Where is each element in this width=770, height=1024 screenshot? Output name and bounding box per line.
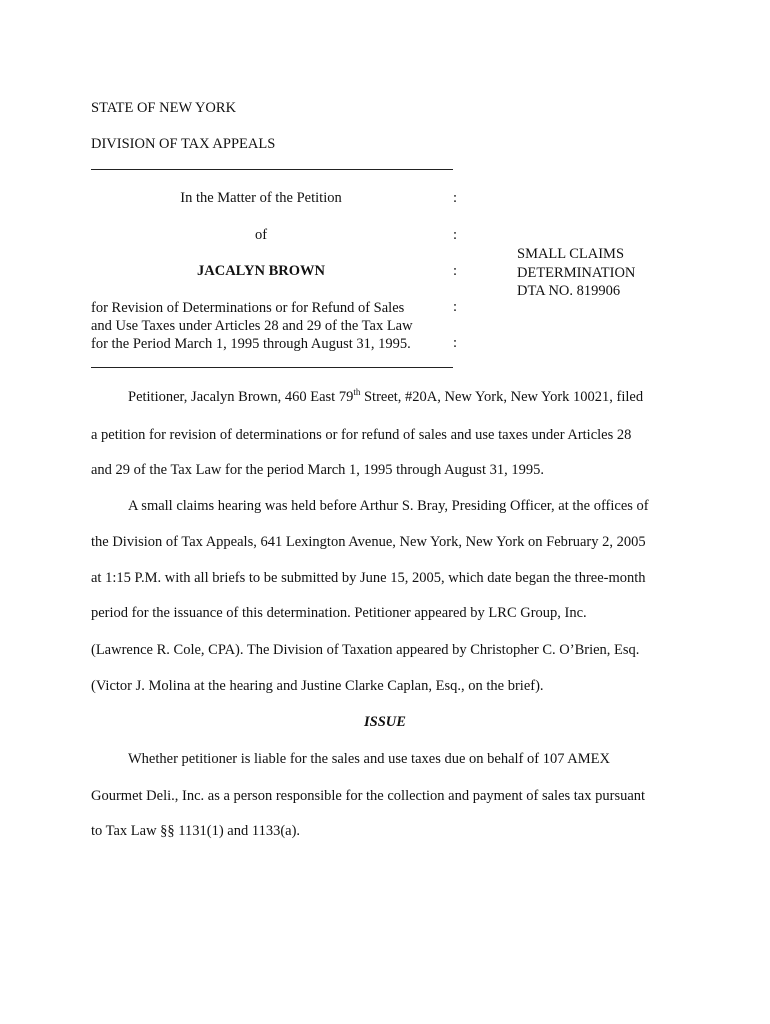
caption-colon: : [453,190,458,206]
paragraph-1-line-2: a petition for revision of determinations or for refund of sales and use taxes under Articles 28 [91,427,632,443]
issue-heading [0,714,770,731]
division-heading: DIVISION OF TAX APPEALS [91,136,276,152]
paragraph-2-line-6: (Victor J. Molina at the hearing and Justine Clarke Caplan, Esq., on the brief). [91,678,544,694]
caption-top-rule [91,169,453,170]
issue-heading-text: ISSUE [364,714,406,730]
determination-number: DTA NO. 819906 [517,283,621,299]
caption-colon: : [453,299,458,315]
caption-bottom-rule [91,367,453,368]
paragraph-1-line-3: and 29 of the Tax Law for the period March 1, 1995 through August 31, 1995. [91,462,544,478]
determination-line-2: DETERMINATION [517,264,636,281]
paragraph-1-line-1 [128,389,643,406]
state-heading: STATE OF NEW YORK [91,100,237,116]
issue-line-3: to Tax Law §§ 1131(1) and 1133(a). [91,823,301,839]
caption-colon: : [453,227,458,243]
matter-line: In the Matter of the Petition [180,190,342,206]
paragraph-2-line-3: at 1:15 P.M. with all briefs to be submitted by June 15, 2005, which date began the three-month [91,570,646,586]
paragraph-text: Street, #20A, New York, New York 10021, filed [360,389,644,405]
paragraph-2-line-1: A small claims hearing was held before Arthur S. Bray, Presiding Officer, at the offices of [128,498,649,514]
paragraph-text: Petitioner, Jacalyn Brown, 460 East 79 [128,389,354,405]
caption-colon: : [453,335,458,351]
relief-sought [91,299,436,353]
issue-line-2: Gourmet Deli., Inc. as a person responsible for the collection and payment of sales tax pursuant [91,788,646,804]
determination-line-1: SMALL CLAIMS [517,246,625,262]
ordinal-suffix: th [353,387,361,398]
paragraph-2-line-2: the Division of Tax Appeals, 641 Lexington Avenue, New York, New York on February 2, 2005 [91,534,646,550]
relief-line: for Revision of Determinations or for Refund of Sales [91,300,405,316]
paragraph-2-line-4: period for the issuance of this determination. Petitioner appeared by LRC Group, Inc. [91,605,587,621]
petitioner-name [91,263,431,280]
issue-line-1: Whether petitioner is liable for the sales and use taxes due on behalf of 107 AMEX [128,751,610,767]
of-line: of [254,227,268,243]
determination-block [517,245,635,301]
petitioner-name-text: JACALYN BROWN [197,263,325,279]
paragraph-2-line-5: (Lawrence R. Cole, CPA). The Division of Taxation appeared by Christopher C. O’Brien, Esq. [91,642,640,658]
relief-line: for the Period March 1, 1995 through August 31, 1995. [91,336,411,352]
relief-line: and Use Taxes under Articles 28 and 29 of the Tax Law [91,318,413,334]
caption-colon: : [453,263,458,279]
